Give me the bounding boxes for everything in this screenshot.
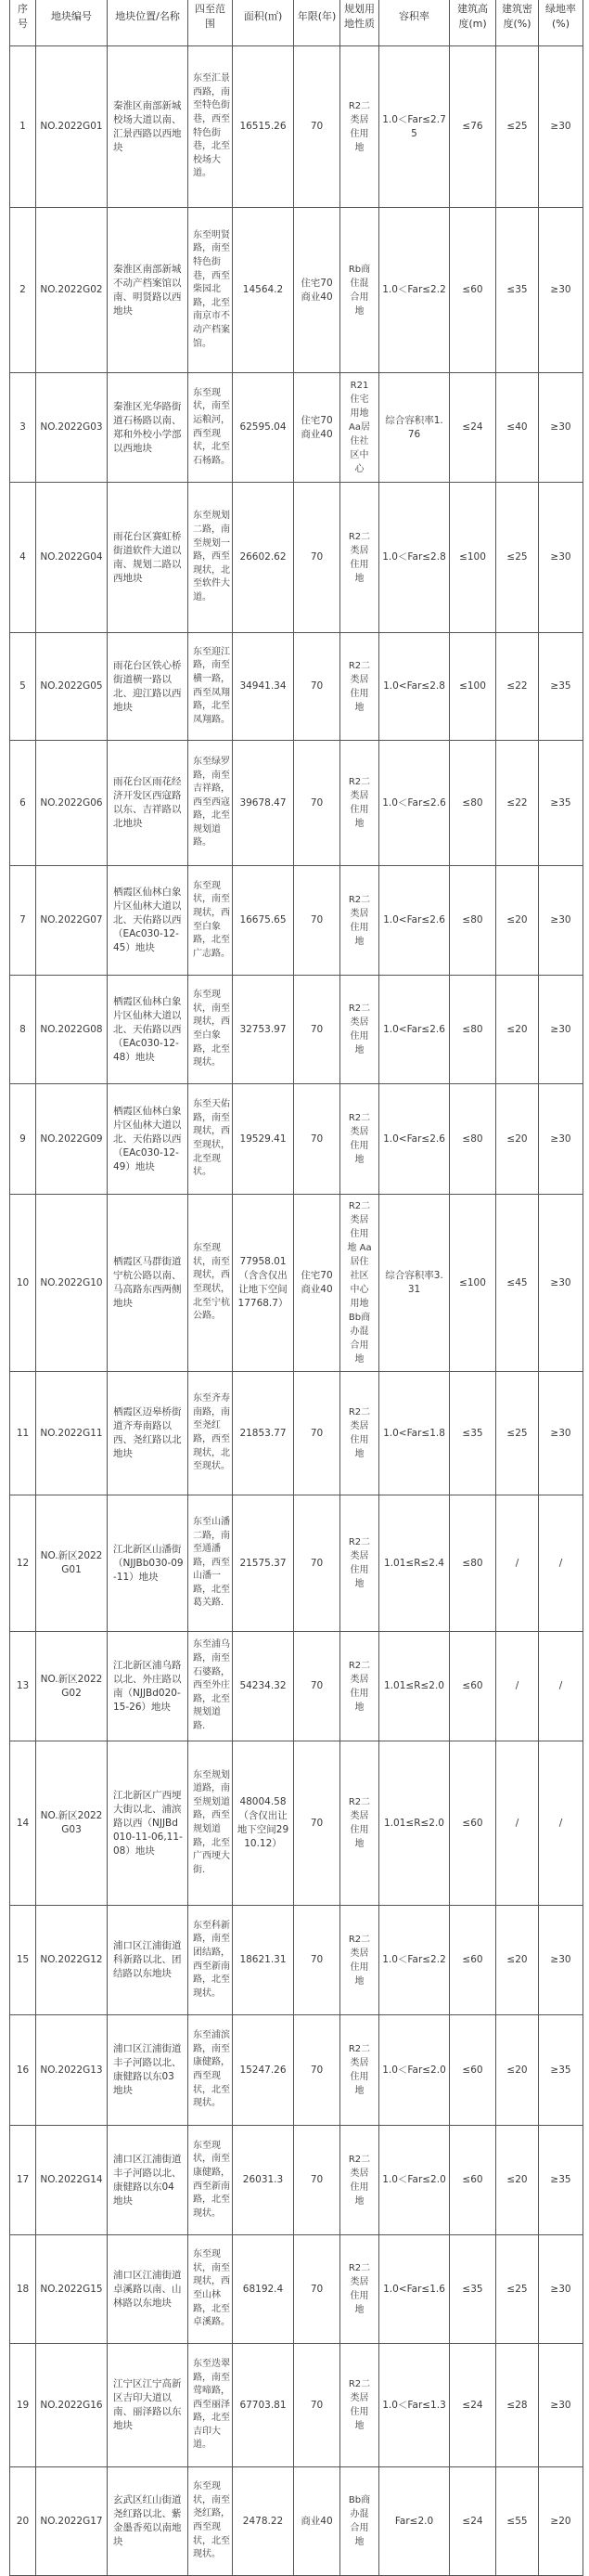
cell-location: 玄武区红山街道尧红路以北、紫金墨香苑以南地块 [108,2467,188,2576]
cell-green: ≥30 [539,208,583,373]
table-row [10,1195,583,1372]
cell-code: NO.2022G01 [36,46,108,208]
table-row [10,2344,583,2467]
cell-boundary: 东至现状，南至现状，西至白象路，北至广志路。 [188,866,233,976]
cell-height: ≤35 [450,2235,496,2344]
cell-area: 15247.26 [233,2015,294,2126]
cell-height: ≤80 [450,976,496,1084]
cell-area: 21575.37 [233,1495,294,1632]
header-landuse: 规划用地性质 [340,0,379,46]
header-seq: 序号 [10,0,36,46]
cell-code: NO.2022G04 [36,483,108,633]
cell-years: 70 [294,976,340,1084]
cell-code: NO.新区2022G02 [36,1632,108,1741]
cell-location: 栖霞区迈皋桥街道齐寿南路以西、尧红路以北地块 [108,1372,188,1495]
cell-area: 32753.97 [233,976,294,1084]
cell-boundary: 东至现状，南至现状，西至现状，北至宁杭公路。 [188,1195,233,1372]
cell-location: 江北新区广西埂大街以北、浦滨路以西（NJJBd010-11-06,11-08）地块 [108,1741,188,1906]
header-density: 建筑密度(%) [496,0,539,46]
cell-code: NO.新区2022G03 [36,1741,108,1906]
cell-area: 48004.58（含仅出让地下空间2910.12） [233,1741,294,1906]
table-row [10,1906,583,2015]
cell-years: 70 [294,633,340,741]
cell-code: NO.2022G08 [36,976,108,1084]
cell-landuse: R2二类居住用地 [340,2126,379,2235]
table-row [10,976,583,1084]
cell-landuse: R21住宅用地 Aa居住社区中心 [340,373,379,483]
cell-height: ≤24 [450,2344,496,2467]
cell-location: 栖霞区仙林白象片区仙林大道以北、天佑路以西（EAc030-12-49）地块 [108,1084,188,1195]
cell-green: ≥30 [539,1372,583,1495]
cell-far: 1.0<Far≤2.8 [379,633,450,741]
cell-density: ≤20 [496,2015,539,2126]
cell-code: NO.新区2022G01 [36,1495,108,1632]
cell-green: ≥35 [539,633,583,741]
cell-boundary: 东至迭翠路，南至莺啼路，西至丽泽路，北至吉印大道。 [188,2344,233,2467]
cell-location: 雨花台区雨花经济开发区西寇路以东、吉祥路以北地块 [108,741,188,866]
cell-far: 综合容积率3.31 [379,1195,450,1372]
cell-green: / [539,1495,583,1632]
cell-boundary: 东至汇景西路，南至特色街巷，西至特色街巷，北至校场大道。 [188,46,233,208]
cell-boundary: 东至现状，南至现状，西至山林路，北至卓溪路。 [188,2235,233,2344]
cell-landuse: Rb商住混合用地 [340,208,379,373]
cell-area: 34941.34 [233,633,294,741]
header-code: 地块编号 [36,0,108,46]
cell-code: NO.2022G07 [36,866,108,976]
cell-location: 栖霞区仙林白象片区仙林大道以北、天佑路以西（EAc030-12-48）地块 [108,976,188,1084]
cell-landuse: R2二类居住用地 [340,741,379,866]
cell-code: NO.2022G03 [36,373,108,483]
table-row [10,2467,583,2576]
cell-landuse: R2二类居住用地 [340,2235,379,2344]
cell-area: 68192.4 [233,2235,294,2344]
cell-area: 62595.04 [233,373,294,483]
cell-height: ≤100 [450,633,496,741]
cell-height: ≤80 [450,1495,496,1632]
cell-years: 70 [294,1741,340,1906]
cell-boundary: 东至迎江路，南至横一路，西至凤翔路，北至凤翔路。 [188,633,233,741]
cell-seq: 8 [10,976,36,1084]
cell-landuse: R2二类居住用地 [340,1741,379,1906]
cell-location: 浦口区江浦街道卓溪路以南、山林路以东地块 [108,2235,188,2344]
cell-years: 70 [294,2344,340,2467]
table-body [10,46,583,2576]
table-row [10,483,583,633]
cell-location: 雨花台区铁心桥街道横一路以北、迎江路以西地块 [108,633,188,741]
cell-area: 21853.77 [233,1372,294,1495]
header-height: 建筑高度(m) [450,0,496,46]
cell-height: ≤80 [450,866,496,976]
cell-boundary: 东至浦乌路，南至石婆路，西至外庄路，北至规划道路. [188,1632,233,1741]
cell-far: 1.0<Far≤2.6 [379,976,450,1084]
cell-code: NO.2022G16 [36,2344,108,2467]
cell-boundary: 东至科新路，南至团结路，西至新南路，北至现状。 [188,1906,233,2015]
cell-location: 秦淮区南部新城校场大道以南、汇景西路以西地块 [108,46,188,208]
cell-years: 70 [294,1372,340,1495]
cell-code: NO.2022G15 [36,2235,108,2344]
cell-height: ≤60 [450,1632,496,1741]
cell-density: ≤20 [496,866,539,976]
table-row [10,1741,583,1906]
cell-years: 70 [294,483,340,633]
table-row [10,2235,583,2344]
cell-seq: 4 [10,483,36,633]
cell-green: ≥20 [539,2467,583,2576]
cell-seq: 3 [10,373,36,483]
cell-area: 26031.3 [233,2126,294,2235]
cell-seq: 14 [10,1741,36,1906]
cell-location: 江宁区江宁高新区吉印大道以南、丽泽路以东地块 [108,2344,188,2467]
cell-years: 住宅70 商业40 [294,208,340,373]
cell-height: ≤100 [450,483,496,633]
cell-years: 住宅70 商业40 [294,373,340,483]
cell-density: ≤40 [496,373,539,483]
cell-landuse: R2二类居住用地 [340,1372,379,1495]
cell-code: NO.2022G02 [36,208,108,373]
header-location: 地块位置/名称 [108,0,188,46]
cell-landuse: Bb商办混合用地 [340,2467,379,2576]
cell-seq: 1 [10,46,36,208]
cell-green: ≥30 [539,483,583,633]
cell-landuse: R2二类居住用地 [340,1632,379,1741]
table-row [10,373,583,483]
cell-area: 2478.22 [233,2467,294,2576]
cell-boundary: 东至规划道路，南至规划道路，西至规划道路，北至广西埂大街. [188,1741,233,1906]
cell-code: NO.2022G17 [36,2467,108,2576]
cell-code: NO.2022G12 [36,1906,108,2015]
cell-code: NO.2022G10 [36,1195,108,1372]
cell-height: ≤60 [450,1906,496,2015]
cell-density: ≤25 [496,46,539,208]
cell-location: 浦口区江浦街道丰子河路以北、康健路以东03地块 [108,2015,188,2126]
header-green: 绿地率(%) [539,0,583,46]
land-parcel-table-container [9,0,583,2576]
cell-far: 1.01≤R≤2.4 [379,1495,450,1632]
cell-green: / [539,1741,583,1906]
cell-far: 1.01≤R≤2.0 [379,1632,450,1741]
cell-area: 67703.81 [233,2344,294,2467]
cell-height: ≤100 [450,1195,496,1372]
cell-area: 77958.01（含含仅出让地下空间17768.7） [233,1195,294,1372]
cell-green: ≥30 [539,1084,583,1195]
cell-area: 16515.26 [233,46,294,208]
cell-years: 商业40 [294,2467,340,2576]
cell-far: 综合容积率1.76 [379,373,450,483]
cell-green: ≥30 [539,2344,583,2467]
cell-height: ≤80 [450,741,496,866]
cell-seq: 7 [10,866,36,976]
cell-years: 70 [294,1632,340,1741]
table-row [10,1372,583,1495]
cell-boundary: 东至明贤路，南至特色街巷，西至柴园北路，北至南京市不动产档案馆。 [188,208,233,373]
table-row [10,208,583,373]
header-far: 容积率 [379,0,450,46]
cell-density: ≤55 [496,2467,539,2576]
cell-years: 70 [294,741,340,866]
cell-landuse: R2二类居住用地 [340,866,379,976]
table-row [10,633,583,741]
cell-far: 1.01≤R≤2.0 [379,1741,450,1906]
table-row [10,2015,583,2126]
cell-seq: 17 [10,2126,36,2235]
cell-area: 18621.31 [233,1906,294,2015]
cell-boundary: 东至山潘二路，南至通潘路，西至山潘一路，北至葛关路. [188,1495,233,1632]
cell-far: 1.0<Far≤2.6 [379,1084,450,1195]
cell-green: ≥30 [539,1906,583,2015]
cell-location: 浦口区江浦街道丰子河路以北、康健路以东04地块 [108,2126,188,2235]
cell-far: 1.0＜Far≤2.6 [379,741,450,866]
cell-area: 19529.41 [233,1084,294,1195]
cell-years: 70 [294,866,340,976]
cell-density: ≤22 [496,633,539,741]
cell-density: ≤20 [496,1084,539,1195]
cell-density: / [496,1741,539,1906]
cell-density: ≤25 [496,1372,539,1495]
cell-height: ≤24 [450,2467,496,2576]
cell-far: 1.0＜Far≤2.2 [379,208,450,373]
cell-seq: 10 [10,1195,36,1372]
cell-landuse: R2二类居住用地 [340,976,379,1084]
cell-seq: 13 [10,1632,36,1741]
cell-area: 39678.47 [233,741,294,866]
cell-green: ≥30 [539,976,583,1084]
table-row [10,866,583,976]
cell-landuse: R2二类居住用地 [340,633,379,741]
cell-height: ≤60 [450,2015,496,2126]
cell-height: ≤60 [450,2126,496,2235]
cell-far: 1.0＜Far≤2.2 [379,1906,450,2015]
cell-location: 浦口区江浦街道科新路以北、团结路以东地块 [108,1906,188,2015]
cell-green: ≥30 [539,1195,583,1372]
cell-area: 54234.32 [233,1632,294,1741]
cell-seq: 12 [10,1495,36,1632]
cell-far: 1.0<Far≤2.6 [379,866,450,976]
cell-far: Far≤2.0 [379,2467,450,2576]
cell-location: 雨花台区赛虹桥街道软件大道以南、规划二路以西地块 [108,483,188,633]
cell-years: 70 [294,2235,340,2344]
cell-years: 70 [294,2015,340,2126]
cell-years: 70 [294,1495,340,1632]
header-boundary: 四至范围 [188,0,233,46]
cell-height: ≤24 [450,373,496,483]
cell-landuse: R2二类居住用地 [340,1495,379,1632]
cell-boundary: 东至绿罗路，南至吉祥路，西至西寇路，北至规划道路。 [188,741,233,866]
cell-green: ≥30 [539,46,583,208]
cell-seq: 20 [10,2467,36,2576]
cell-green: / [539,1632,583,1741]
cell-landuse: R2二类居住用地 [340,1084,379,1195]
cell-far: 1.0＜Far≤2.0 [379,2015,450,2126]
cell-years: 住宅70 商业40 [294,1195,340,1372]
cell-seq: 16 [10,2015,36,2126]
cell-boundary: 东至天佑路，南至现状，西至现状，北至现状。 [188,1084,233,1195]
cell-landuse: R2二类居住用地 Aa居住社区中心用地 Bb商办混合用地 [340,1195,379,1372]
cell-years: 70 [294,1906,340,2015]
header-area: 面积(㎡) [233,0,294,46]
cell-seq: 11 [10,1372,36,1495]
cell-height: ≤35 [450,1372,496,1495]
cell-area: 26602.62 [233,483,294,633]
cell-code: NO.2022G05 [36,633,108,741]
cell-location: 秦淮区光华路街道石杨路以南、郑和外校小学部以西地块 [108,373,188,483]
cell-location: 栖霞区仙林白象片区仙林大道以北、天佑路以西（EAc030-12-45）地块 [108,866,188,976]
cell-seq: 15 [10,1906,36,2015]
cell-far: 1.0<Far≤1.8 [379,1372,450,1495]
cell-landuse: R2二类居住用地 [340,1906,379,2015]
table-row [10,46,583,208]
cell-green: ≥35 [539,2126,583,2235]
cell-code: NO.2022G11 [36,1372,108,1495]
cell-density: ≤20 [496,2126,539,2235]
cell-density: ≤20 [496,976,539,1084]
cell-seq: 6 [10,741,36,866]
cell-location: 栖霞区马群街道宁杭公路以南、马高路东西两侧地块 [108,1195,188,1372]
cell-density: ≤22 [496,741,539,866]
cell-seq: 19 [10,2344,36,2467]
cell-code: NO.2022G09 [36,1084,108,1195]
cell-location: 江北新区浦乌路以北、外庄路以南（NJJBd020-15-26）地块 [108,1632,188,1741]
cell-code: NO.2022G06 [36,741,108,866]
cell-far: 1.0<Far≤1.6 [379,2235,450,2344]
cell-location: 江北新区山潘街（NJJBb030-09-11）地块 [108,1495,188,1632]
table-header-row [10,0,583,46]
cell-green: ≥35 [539,2015,583,2126]
cell-far: 1.0＜Far≤2.8 [379,483,450,633]
cell-years: 70 [294,46,340,208]
cell-far: 1.0＜Far≤2.75 [379,46,450,208]
header-years: 年限(年) [294,0,340,46]
cell-density: ≤25 [496,2235,539,2344]
cell-height: ≤80 [450,1084,496,1195]
cell-density: ≤35 [496,208,539,373]
cell-height: ≤60 [450,1741,496,1906]
cell-area: 16675.65 [233,866,294,976]
cell-location: 秦淮区南部新城不动产档案馆以南、明贤路以西地块 [108,208,188,373]
cell-boundary: 东至现状，南至尧红路，西至现状，北至现状。 [188,2467,233,2576]
cell-height: ≤60 [450,208,496,373]
cell-code: NO.2022G14 [36,2126,108,2235]
table-row [10,2126,583,2235]
cell-landuse: R2二类居住用地 [340,2344,379,2467]
cell-density: ≤20 [496,1906,539,2015]
cell-boundary: 东至规划二路，南至规划一路，西至现状，北至软件大道。 [188,483,233,633]
cell-years: 70 [294,1084,340,1195]
cell-code: NO.2022G13 [36,2015,108,2126]
table-row [10,1632,583,1741]
cell-boundary: 东至现状，南至运粮河，西至现状，北至石杨路。 [188,373,233,483]
cell-density: / [496,1632,539,1741]
cell-area: 14564.2 [233,208,294,373]
cell-seq: 5 [10,633,36,741]
cell-seq: 18 [10,2235,36,2344]
cell-boundary: 东至现状，南至现状，西至白象路，北至现状。 [188,976,233,1084]
cell-density: / [496,1495,539,1632]
cell-green: ≥35 [539,741,583,866]
cell-seq: 9 [10,1084,36,1195]
cell-boundary: 东至浦滨路，南至康健路，西至现状，北至现状。 [188,2015,233,2126]
table-row [10,741,583,866]
table-row [10,1495,583,1632]
cell-density: ≤45 [496,1195,539,1372]
cell-density: ≤28 [496,2344,539,2467]
cell-far: 1.0＜Far≤2.0 [379,2126,450,2235]
cell-density: ≤25 [496,483,539,633]
cell-height: ≤76 [450,46,496,208]
table-row [10,1084,583,1195]
cell-green: ≥30 [539,373,583,483]
cell-green: ≥30 [539,866,583,976]
cell-landuse: R2二类居住用地 [340,2015,379,2126]
cell-seq: 2 [10,208,36,373]
cell-boundary: 东至现状，南至康健路，西至新南路，北至现状。 [188,2126,233,2235]
land-parcel-table [9,0,583,2576]
cell-years: 70 [294,2126,340,2235]
cell-landuse: R2二类居住用地 [340,46,379,208]
cell-green: ≥30 [539,2235,583,2344]
cell-boundary: 东至齐寿南路，南至尧红路，西至现状，北至现状。 [188,1372,233,1495]
cell-landuse: R2二类居住用地 [340,483,379,633]
cell-far: 1.0＜Far≤1.3 [379,2344,450,2467]
